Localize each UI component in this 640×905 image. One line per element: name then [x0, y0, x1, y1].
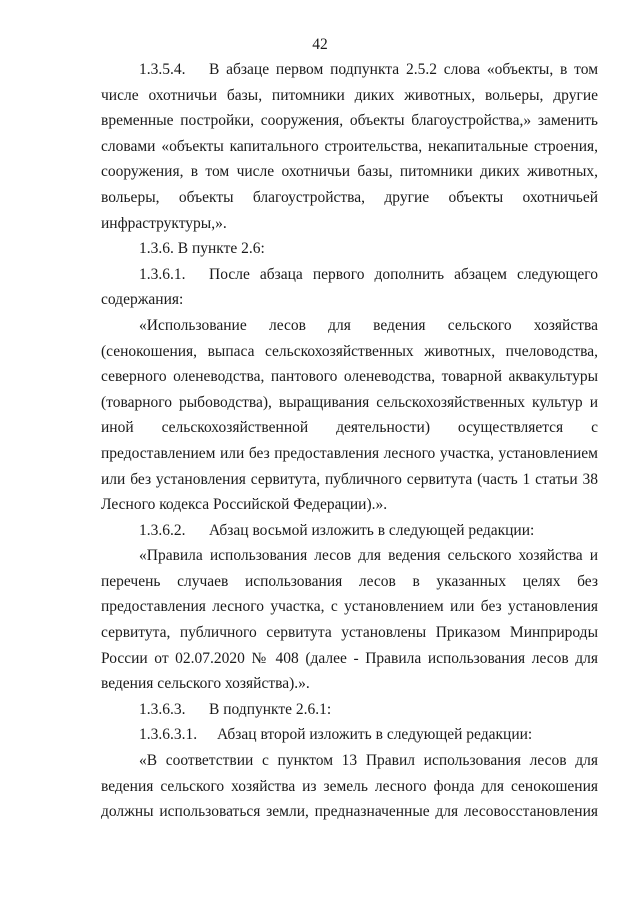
paragraph-1-3-6: [101, 236, 598, 262]
clause-number: 1.3.6.3.: [139, 700, 186, 718]
paragraph-text: Абзац восьмой изложить в следующей редакции:: [209, 521, 535, 539]
paragraph-1-3-6-3-1: [101, 722, 598, 748]
paragraph-text: «В соответствии с пунктом 13 Правил использования лесов для ведения сельского хозяйства из земель лесного фонда для сенокошения должны использоваться земли, предназначенные для лесовосстановления: [101, 752, 598, 821]
quoted-paragraph-haymaking: [101, 748, 598, 825]
quoted-paragraph-rules: [101, 543, 598, 697]
clause-number: 1.3.6.1.: [139, 265, 186, 283]
paragraph-text: «Правила использования лесов для ведения сельского хозяйства и перечень случаев использования лесов в указанных целях без предоставления лесного участка, с установлением или без установления сервитута, публичного сервитута установлены Приказом Минприроды России от 02.07.2020 № 408 (далее - Правила использования лесов для ведения сельского хозяйства).».: [101, 547, 598, 693]
document-body: [101, 57, 598, 825]
clause-number: 1.3.5.4.: [139, 61, 186, 78]
paragraph-1-3-6-2: [101, 518, 598, 544]
paragraph-text: После абзаца первого дополнить абзацем следующего содержания:: [101, 265, 598, 309]
clause-number: 1.3.6.3.1.: [139, 726, 198, 744]
paragraph-text: Абзац второй изложить в следующей редакции:: [217, 726, 533, 744]
clause-number: 1.3.6.2.: [139, 521, 186, 539]
paragraph-1-3-5-4: [101, 57, 598, 236]
paragraph-text: «Использование лесов для ведения сельского хозяйства (сенокошения, выпаса сельскохозяйственных животных, пчеловодства, северного оленеводства, пантового оленеводства, товарной аквакультуры (товарного рыбоводства), выращивания сельскохозяйственных культур и иной сельскохозяйственной деятельности) осуществляется с предоставлением или без предоставления лесного участка, установлением или без установления сервитута, публичного сервитута (часть 1 статьи 38 Лесного кодекса Российской Федерации).».: [101, 316, 598, 514]
paragraph-text: В подпункте 2.6.1:: [209, 700, 332, 718]
paragraph-1-3-6-1: [101, 262, 598, 313]
paragraph-1-3-6-3: [101, 697, 598, 723]
paragraph-text: 1.3.6. В пункте 2.6:: [139, 240, 265, 258]
page-number: 42: [312, 36, 328, 53]
paragraph-text: В абзаце первом подпункта 2.5.2 слова «объекты, в том числе охотничьи базы, питомники диких животных, вольеры, другие временные постройки, сооружения, объекты благоустройства,» заменить словами «объекты капитального строительства, некапитальные строения, сооружения, в том числе охотничьи базы, питомники диких животных, вольеры, объекты благоустройства, другие объекты охотничьей инфраструктуры,».: [101, 61, 598, 232]
quoted-paragraph-agriculture-use: [101, 313, 598, 518]
